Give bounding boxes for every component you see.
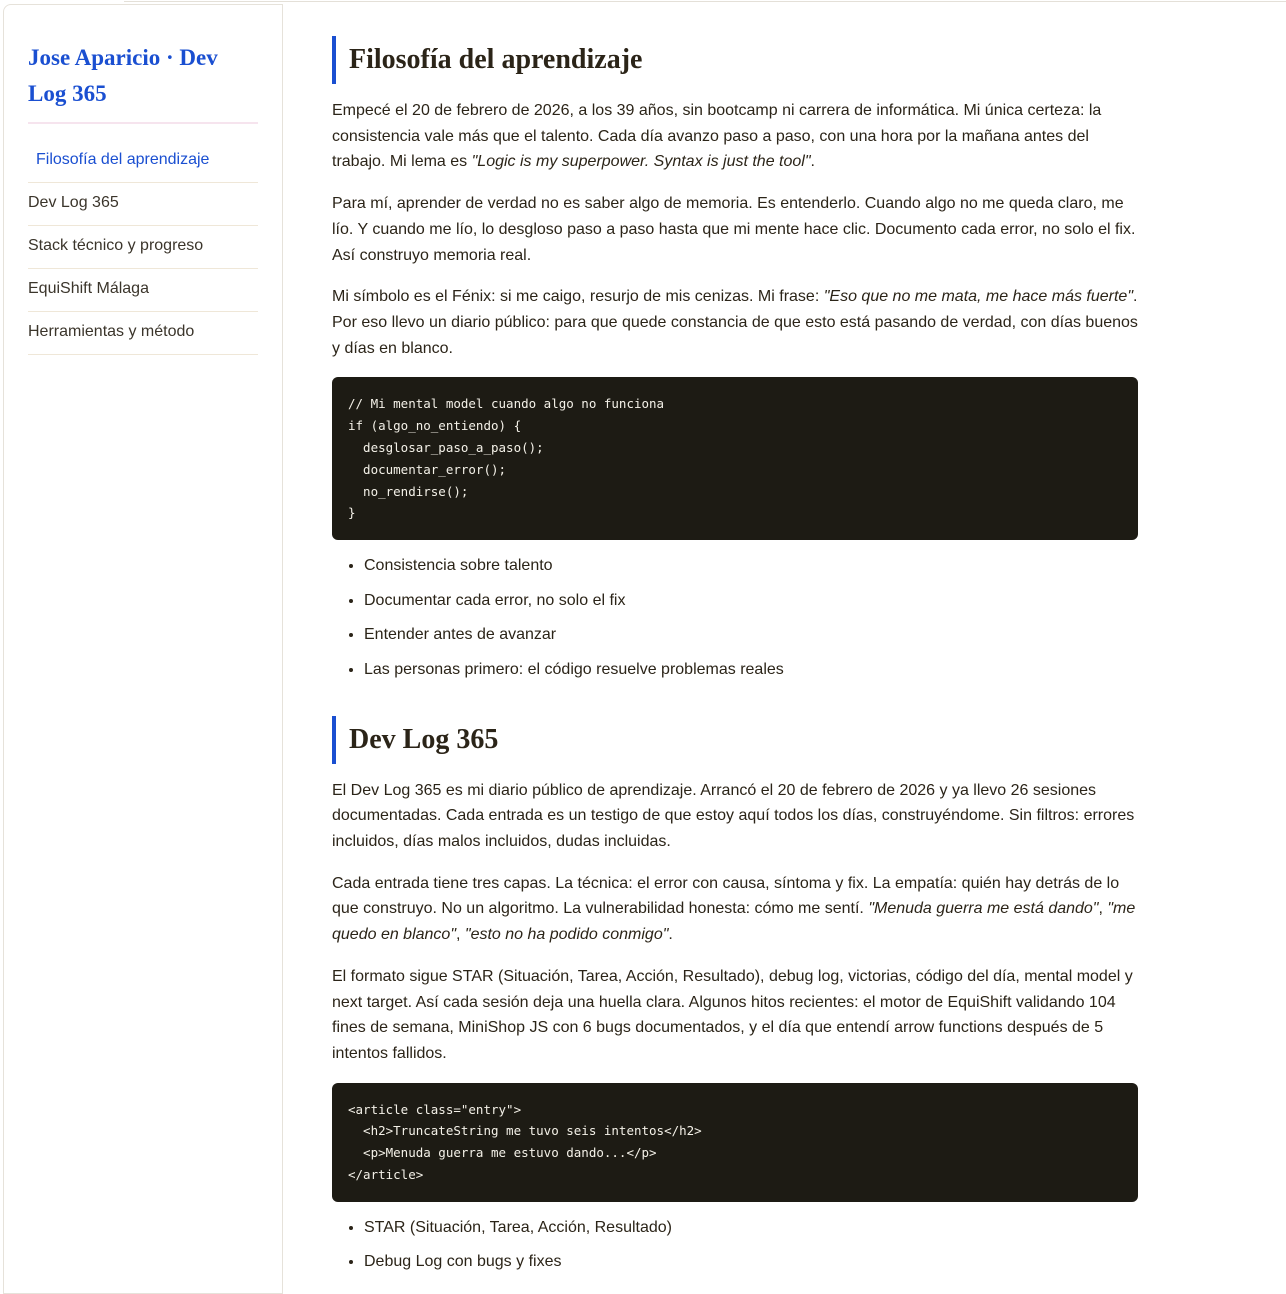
text: , — [1098, 900, 1108, 918]
code-block: <article class="entry"> <h2>TruncateString me tuvo seis intentos</h2> <p>Menuda guerra me estuvo dando...</p> </article> — [332, 1083, 1138, 1202]
quote: "esto no ha podido conmigo" — [464, 926, 669, 944]
text: Empecé el 20 de febrero de 2026, a los 39 años, sin bootcamp ni carrera de informática. Mi única certeza: la consistencia vale más que el talento. Cada día avanzo paso a paso, con una hora por la mañana antes del trabajo. Mi lema es — [332, 102, 1102, 171]
paragraph: El Dev Log 365 es mi diario público de aprendizaje. Arrancó el 20 de febrero de 2026 y ya llevo 26 sesiones documentadas. Cada entrada es un testigo de que estoy aquí todos los días, construyéndome. Sin filtros: errores incluidos, días malos incluidos, dudas incluidas. — [332, 781, 1135, 851]
main-content — [332, 36, 1138, 1287]
text: Mi símbolo es el Fénix: si me caigo, resurjo de mis cenizas. Mi frase: — [332, 288, 824, 306]
quote: "Logic is my superpower. Syntax is just the tool" — [471, 153, 811, 171]
nav-filosofia[interactable]: Filosofía del aprendizaje — [28, 150, 258, 183]
text: . Por eso llevo un diario público: para que quede constancia de que esto está pasando de verdad, con días buenos y días en blanco. — [332, 288, 1138, 357]
list-item: • Debug Log con bugs y fixes — [364, 1252, 1138, 1272]
text: Cada entrada tiene tres capas. La técnica: el error con causa, síntoma y fix. La empatía: quién hay detrás de lo que construyo. No un algoritmo. La vulnerabilidad honesta: cómo me sentí. — [332, 874, 1120, 918]
nav-stack[interactable]: Stack técnico y progreso — [28, 226, 258, 269]
paragraph: El formato sigue STAR (Situación, Tarea, Acción, Resultado), debug log, victorias, código del día, mental model y next target. Así cada sesión deja una huella clara. Algunos hitos recientes: el motor de EquiShift validando 104 fines de semana, MiniShop JS con 6 bugs documentados, y el día que entendí arrow functions después de 5 intentos fallidos. — [332, 967, 1133, 1062]
quote: "Eso que no me mata, me hace más fuerte" — [823, 288, 1134, 306]
list-item: • Las personas primero: el código resuelve problemas reales — [364, 660, 1138, 680]
nav-equishift[interactable]: EquiShift Málaga — [28, 269, 258, 312]
code-block: // Mi mental model cuando algo no funciona if (algo_no_entiendo) { desglosar_paso_a_paso(); documentar_error(); no_rendirse(); } — [332, 377, 1138, 540]
paragraph — [332, 98, 1138, 175]
site-brand[interactable]: Jose Aparicio · Dev Log 365 — [28, 40, 258, 124]
paragraph: Para mí, aprender de verdad no es saber algo de memoria. Es entenderlo. Cuando algo no me queda claro, me lío. Y cuando me lío, lo desgloso paso a paso hasta que mi mente hace clic. Documento cada error, no solo el fix. Así construyo memoria real. — [332, 195, 1136, 264]
bullet-list — [332, 1218, 1138, 1273]
section-title: Dev Log 365 — [332, 716, 1138, 764]
quote: "Menuda guerra me está dando" — [868, 900, 1099, 918]
sidebar-nav — [28, 150, 258, 355]
section-title: Filosofía del aprendizaje — [332, 36, 1138, 84]
sidebar — [3, 4, 283, 1294]
list-item: • Consistencia sobre talento — [364, 556, 1138, 576]
paragraph — [332, 871, 1138, 948]
window-top-border — [124, 1, 1286, 2]
nav-herramientas[interactable]: Herramientas y método — [28, 312, 258, 355]
section-dev-log — [332, 716, 1138, 1273]
section-filosofia — [332, 36, 1138, 680]
quote: "me quedo en blanco" — [332, 900, 1136, 944]
list-item: • Entender antes de avanzar — [364, 625, 1138, 645]
list-item: • STAR (Situación, Tarea, Acción, Resultado) — [364, 1218, 1138, 1238]
list-item: • Documentar cada error, no solo el fix — [364, 591, 1138, 611]
text: , — [456, 926, 465, 944]
text: . — [810, 153, 815, 171]
nav-dev-log[interactable]: Dev Log 365 — [28, 183, 258, 226]
bullet-list — [332, 556, 1138, 680]
paragraph — [332, 284, 1138, 361]
text: . — [668, 926, 673, 944]
